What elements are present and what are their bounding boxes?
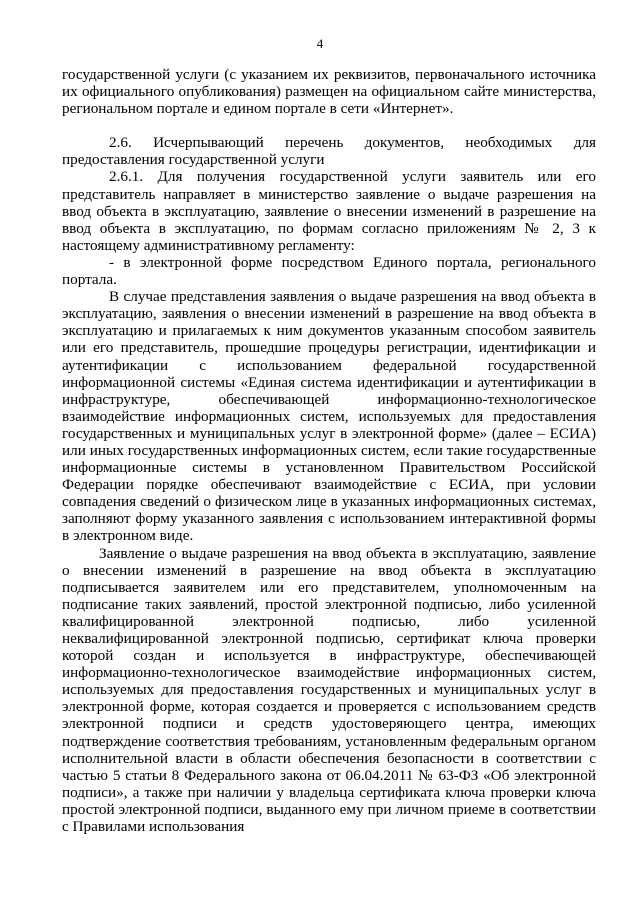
list-item-electronic-form: - в электронной форме посредством Единого портала, регионального портала. bbox=[62, 253, 596, 289]
page-number: 4 bbox=[316, 36, 324, 51]
section-2-6-heading: 2.6. Исчерпывающий перечень документов, необходимых для предоставления государственной услуги bbox=[62, 134, 596, 169]
paragraph-electronic-signature: Заявление о выдаче разрешения на ввод объекта в эксплуатацию, заявление о внесении изменений в разрешение на ввод объекта в эксплуатацию подписывается заявителем или его представителем, уполномоченным на подписание таких заявлений, простой электронной подписью, либо усиленной квалифицированной электронной подписью, либо усиленной неквалифицированной электронной подписью, сертификат ключа проверки которой создан и используется в инфраструктуре, обеспечивающей информационно-технологическое взаимодействие информационных систем, используемых для предоставления государственных и муниципальных услуг в электронной форме, которая создается и проверяется с использованием средств электронной подписи и средств удостоверяющего центра, имеющих подтверждение соответствия требованиям, установленным федеральным органом исполнительной власти в области обеспечения безопасности в соответствии с частью 5 статьи 8 Федерального закона от 06.04.2011 № 63-ФЗ «Об электронной подписи», а также при наличии у владельца сертификата ключа проверки ключа простой электронной подписи, выданного ему при личном приеме в соответствии с Правилами использования bbox=[62, 544, 596, 836]
paragraph-2-6-1: 2.6.1. Для получения государственной услуги заявитель или его представитель направляет в министерство заявление о выдаче разрешения на ввод объекта в эксплуатацию, заявление о внесении изменений в разрешение на ввод объекта в эксплуатацию, по формам согласно приложениям № 2, 3 к настоящему административному регламенту: bbox=[62, 168, 596, 254]
paragraph-esia-submission: В случае представления заявления о выдаче разрешения на ввод объекта в эксплуатацию, заявления о внесении изменений в разрешение на ввод объекта в эксплуатацию и прилагаемых к ним документов указанным способом заявитель или его представитель, прошедшие процедуры регистрации, идентификации и аутентификации с использованием федеральной государственной информационной системы «Единая система идентификации и аутентификации в инфраструктуре, обеспечивающей информационно-технологическое взаимодействие информационных систем, используемых для предоставления государственных и муниципальных услуг в электронной форме» (далее – ЕСИА) или иных государственных информационных систем, если такие государственные информационные системы в установленном Правительством Российской Федерации порядке обеспечивают взаимодействие с ЕСИА, при условии совпадения сведений о физическом лице в указанных информационных системах, заполняют форму указанного заявления с использованием интерактивной формы в электронном виде. bbox=[62, 288, 596, 545]
paragraph-portal-publication: государственной услуги (с указанием их реквизитов, первоначального источника их официального опубликования) размещен на официальном сайте министерства, региональном портале и едином портале в сети «Интернет». bbox=[62, 66, 596, 118]
document-body bbox=[62, 66, 596, 835]
